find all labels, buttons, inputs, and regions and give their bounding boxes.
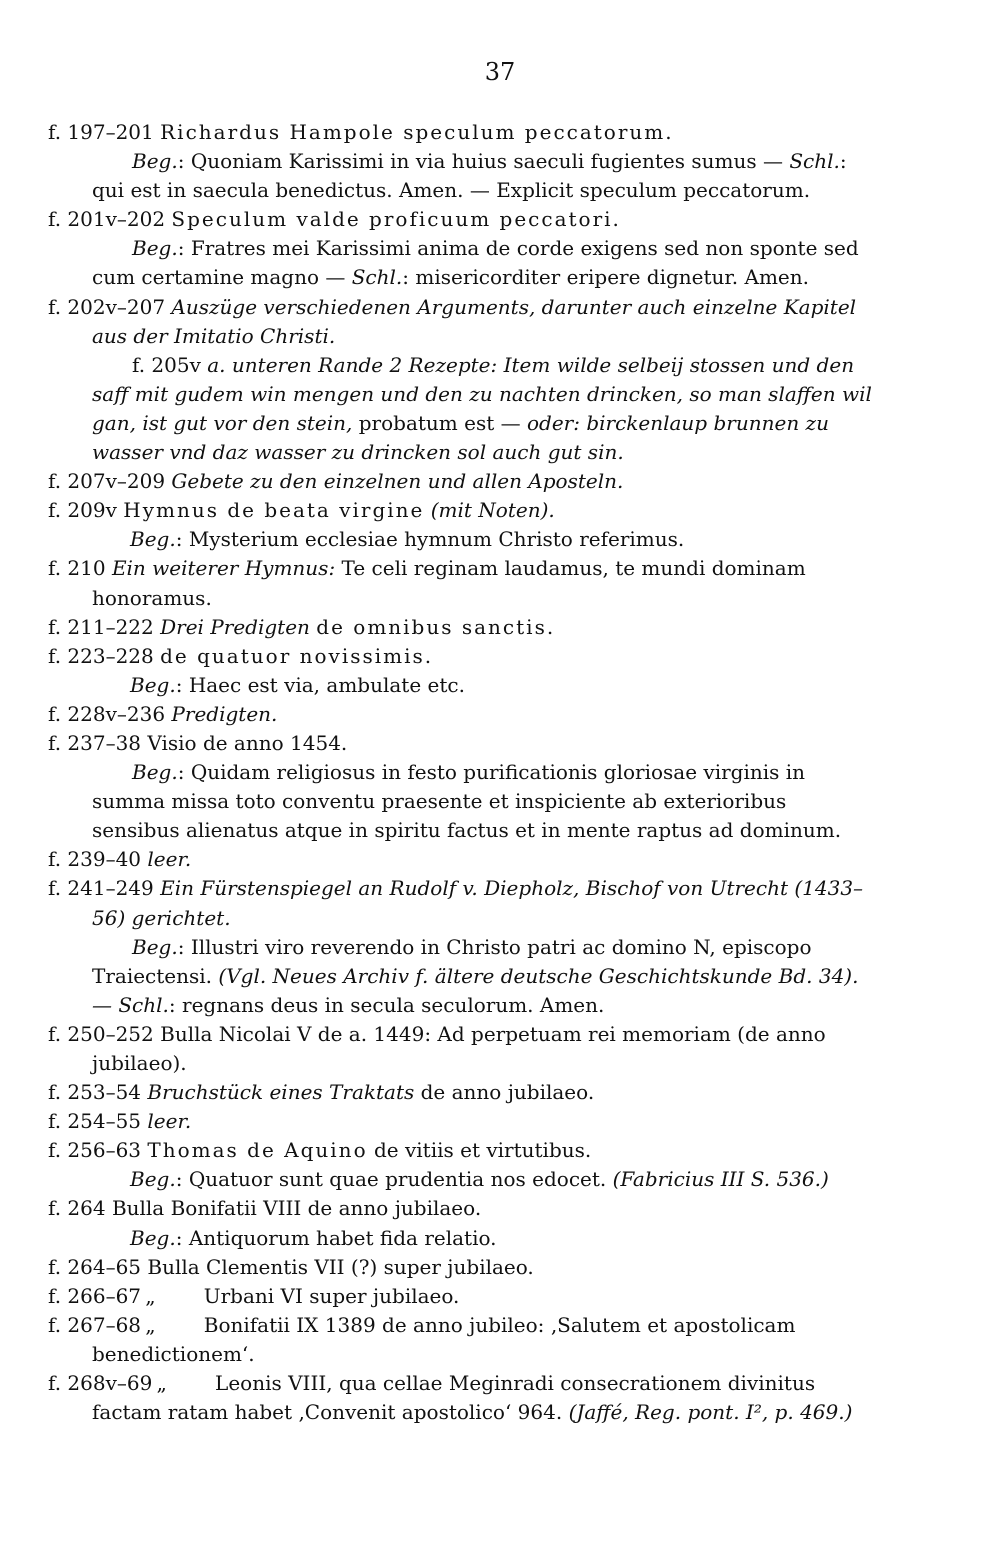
entry-text: Bulla Nicolai V de a. 1449: Ad perpetuam rei memoriam (de anno jubilaeo). [92,1021,826,1075]
folio: f. 210 [48,556,106,581]
folio: f. 268v–69 [48,1371,153,1396]
folio: f. 264 [48,1196,106,1221]
entry-9 [48,700,878,729]
entry-8-incipit: Beg.: Haec est via, ambulate etc. [130,672,465,697]
entry-8 [48,642,878,671]
entry-author: Thomas de Aquino [147,1138,368,1163]
folio: f. 228v–236 [48,701,166,726]
entry-6 [48,554,878,612]
entry-title: de quatuor novissimis. [160,643,434,668]
entry-text: Te celi reginam laudamus, te mundi dominam honoramus. [92,556,806,610]
entry-title-spaced: de omnibus sanctis. [316,614,556,639]
folio: f. 239–40 [48,847,142,872]
entry-16 [48,1136,878,1165]
entry-title: leer. [147,847,192,872]
beg-label: Beg. [130,1225,176,1250]
note-oder: oder: [526,410,580,435]
entry-7 [48,613,878,642]
schl-label: Schl. [789,149,840,174]
entry-title: Predigten. [171,701,278,726]
reference: (Jaffé, Reg. pont. I², p. 469.) [568,1400,853,1425]
folio: f. 264–65 [48,1254,142,1279]
entry-5 [48,496,878,525]
reference: (Fabricius III S. 536.) [612,1167,829,1192]
entry-title: Auszüge verschiedenen Arguments, darunter auch einzelne Kapitel aus der Imitatio Christi. [92,294,857,348]
beg-text: Quidam religiosus in festo purificationis gloriosae virginis in summa missa toto conventu praesente et inspiciente ab exterioribus sensibus alienatus atque in spiritu factus et in mente raptus ad dominum. [92,760,842,843]
ditto-mark: „ [156,1371,167,1396]
entry-title: Ein Fürstenspiegel an Rudolf v. Diepholz, Bischof von Utrecht (1433–56) gerichtet. [92,876,864,930]
entry-note: (mit Noten). [430,498,555,523]
entry-21 [48,1369,878,1427]
beg-text: Illustri viro reverendo in Christo patri ac domino N, episcopo Traiectensi. [92,934,812,988]
note-italic-2: birckenlaup brunnen zu wasser vnd daz wasser zu drincken sol auch gut sin. [92,410,829,465]
entry-10-incipit: Beg.: Quidam religiosus in festo purificationis gloriosae virginis in summa missa toto conventu praesente et inspiciente ab exterioribus sensibus alienatus atque in spiritu factus et in mente raptus ad dominum. [92,760,842,843]
schl-label: — Schl. [92,992,169,1017]
entry-3-note [48,351,878,467]
beg-label: Beg. [130,672,176,697]
entry-15 [48,1107,878,1136]
schl-label: Schl. [351,265,403,290]
entry-5-incipit: Beg.: Mysterium ecclesiae hymnum Christo referimus. [130,527,685,552]
folio: f. 256–63 [48,1138,142,1163]
sub-folio: f. 205v [132,352,201,377]
beg-label: Beg. [130,527,176,552]
catalogue-text [48,118,878,1427]
entry-title: Drei Predigten [160,614,310,639]
entry-4 [48,467,878,496]
entry-text: Urbani VI super jubilaeo. [203,1283,460,1308]
entry-1 [48,118,878,147]
beg-text: Antiquorum habet fida relatio. [188,1225,497,1250]
entry-11 [48,845,878,874]
folio: f. 197–201 [48,120,154,144]
entry-title: Bruchstück eines Traktats [147,1080,415,1105]
entry-12 [48,874,878,932]
entry-18 [48,1253,878,1282]
ditto-mark: „ [145,1312,156,1337]
entry-text: Bulla Clementis VII (?) super jubilaeo. [147,1254,534,1279]
entry-text: Bonifatii IX 1389 de anno jubileo: ‚Salutem et apostolicam benedictionem‘. [92,1312,796,1366]
folio: f. 254–55 [48,1109,142,1134]
entry-title: Speculum valde proficuum peccatori. [171,207,621,232]
beg-text: Quatuor sunt quae prudentia nos edocet. [188,1167,607,1192]
entry-text: de vitiis et virtutibus. [373,1138,592,1163]
entry-2 [48,205,878,234]
folio: f. 202v–207 [48,294,166,319]
entry-text: de anno jubilaeo. [420,1080,595,1105]
entry-1-incipit: Beg.: Quoniam Karissimi in via huius saeculi fugientes sumus — Schl.: qui est in saecula benedictus. Amen. — Explicit speculum peccatorum. [92,149,847,203]
entry-14 [48,1078,878,1107]
page-number: 37 [484,58,516,86]
folio: f. 201v–202 [48,207,166,232]
entry-title: Gebete zu den einzelnen und allen Aposteln. [171,469,624,494]
folio: f. 211–222 [48,614,154,639]
beg-text: Mysterium ecclesiae hymnum Christo referimus. [188,527,685,552]
entry-16-incipit: Beg.: Quatuor sunt quae prudentia nos edocet. (Fabricius III S. 536.) [130,1167,829,1192]
entry-title: Hymnus de beata virgine [123,498,425,523]
folio: f. 266–67 [48,1283,142,1308]
entry-10 [48,729,878,758]
beg-text: Quoniam Karissimi in via huius saeculi fugientes sumus — [190,149,783,174]
entry-3 [48,293,878,351]
beg-label: Beg. [132,760,178,785]
entry-title: Ein weiterer Hymnus: [111,556,336,581]
entry-13 [48,1020,878,1078]
folio: f. 241–249 [48,876,154,901]
note-plain: probatum est — [358,410,521,435]
entry-20 [48,1311,878,1369]
entry-text: Leonis VIII, qua cellae Meginradi consecrationem divinitus factam ratam habet ‚Convenit apostolico‘ 964. [92,1371,816,1425]
beg-label: Beg. [132,236,178,261]
beg-label: Beg. [132,149,178,174]
folio: f. 223–228 [48,643,154,668]
folio: f. 209v [48,498,117,523]
beg-label: Beg. [130,1167,176,1192]
entry-title: Richardus Hampole speculum peccatorum. [160,120,674,144]
entry-title: leer. [147,1109,192,1134]
entry-17-incipit: Beg.: Antiquorum habet fida relatio. [130,1225,497,1250]
note-italic: a. unteren Rande 2 Rezepte: Item wilde selbeij stossen und den saff mit gudem win mengen und den zu nachten drincken, so man slaffen wil gan, ist gut vor den stein, [92,352,872,435]
folio: f. 237–38 [48,730,142,755]
entry-19 [48,1282,878,1311]
folio: f. 250–252 [48,1021,154,1046]
schl-text: regnans deus in secula seculorum. Amen. [182,992,605,1017]
schl-text: misericorditer eripere dignetur. Amen. [415,265,809,290]
entry-text: Visio de anno 1454. [147,730,348,755]
folio: f. 207v–209 [48,469,166,494]
beg-text: Haec est via, ambulate etc. [188,672,465,697]
entry-2-incipit: Beg.: Fratres mei Karissimi anima de corde exigens sed non sponte sed cum certamine magno — Schl.: misericorditer eripere dignetur. Amen. [92,236,859,290]
beg-label: Beg. [132,934,178,959]
beg-text: Fratres mei Karissimi anima de corde exigens sed non sponte sed cum certamine magno — [92,236,859,290]
folio: f. 267–68 [48,1312,142,1337]
entry-17 [48,1194,878,1223]
folio: f. 253–54 [48,1080,142,1105]
entry-text: Bulla Bonifatii VIII de anno jubilaeo. [111,1196,482,1221]
schl-text: qui est in saecula benedictus. Amen. — Explicit speculum peccatorum. [92,178,811,203]
reference: (Vgl. Neues Archiv f. ältere deutsche Geschichtskunde Bd. 34). [218,963,859,988]
ditto-mark: „ [145,1283,156,1308]
entry-12-incipit: Beg.: Illustri viro reverendo in Christo patri ac domino N, episcopo Traiectensi. (Vgl. Neues Archiv f. ältere deutsche Geschichtskunde Bd. 34). — Schl.: regnans deus in secula seculorum. Amen. [92,934,859,1017]
